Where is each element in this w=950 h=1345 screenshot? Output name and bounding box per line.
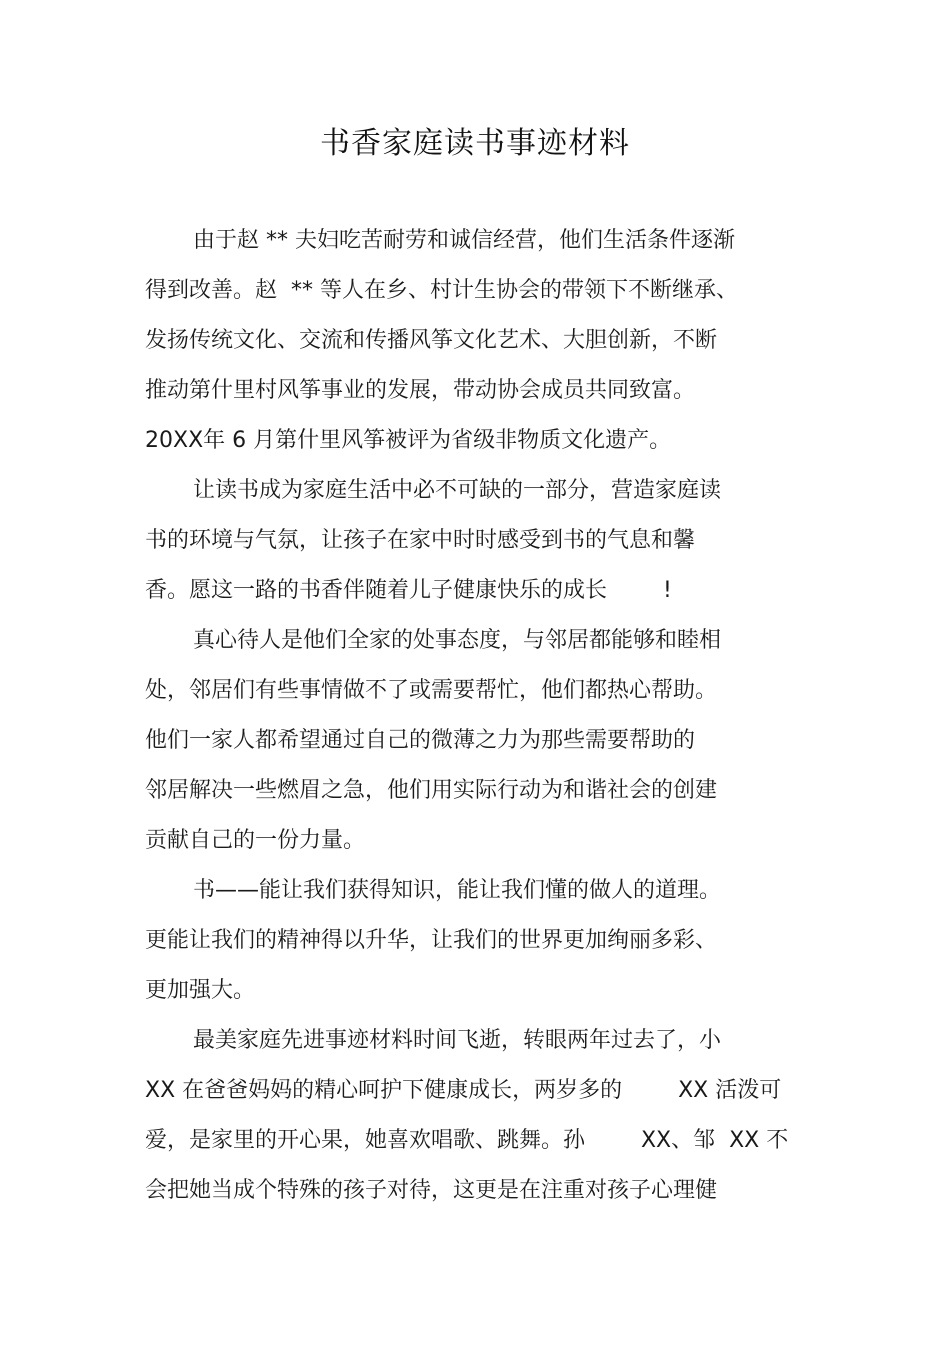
paragraph-line: 贡献自己的一份力量。 (145, 828, 366, 853)
paragraph-line: 香。愿这一路的书香伴随着儿子健康快乐的成长 ! (145, 578, 672, 603)
paragraph-line: 会把她当成个特殊的孩子对待，这更是在注重对孩子心理健 (145, 1178, 718, 1203)
paragraph-line: 书的环境与气氛，让孩子在家中时时感受到书的气息和馨 (145, 528, 696, 553)
paragraph-line: 邻居解决一些燃眉之急，他们用实际行动为和谐社会的创建 (145, 778, 718, 803)
paragraph-line: 得到改善。赵 ** 等人在乡、村计生协会的带领下不断继承、 (145, 278, 738, 303)
paragraph-line: 发扬传统文化、交流和传播风筝文化艺术、大胆创新，不断 (145, 328, 718, 353)
paragraph-line: 推动第什里村风筝事业的发展，带动协会成员共同致富。 (145, 378, 696, 403)
paragraph-line: 20XX年 6 月第什里风筝被评为省级非物质文化遗产。 (145, 428, 672, 453)
document-title: 书香家庭读书事迹材料 (320, 126, 630, 161)
paragraph-line: 由于赵 ** 夫妇吃苦耐劳和诚信经营，他们生活条件逐渐 (193, 228, 735, 253)
paragraph-line: 让读书成为家庭生活中必不可缺的一部分，营造家庭读 (193, 478, 722, 503)
paragraph-line: 最美家庭先进事迹材料时间飞逝，转眼两年过去了，小 (193, 1028, 722, 1053)
paragraph-line: 他们一家人都希望通过自己的微薄之力为那些需要帮助的 (145, 728, 696, 753)
paragraph-line: 处，邻居们有些事情做不了或需要帮忙，他们都热心帮助。 (145, 678, 718, 703)
paragraph-line: 更能让我们的精神得以升华，让我们的世界更加绚丽多彩、 (145, 928, 718, 953)
paragraph-line: 爱，是家里的开心果，她喜欢唱歌、跳舞。孙 XX、邹 XX 不 (145, 1128, 789, 1153)
paragraph-line: XX 在爸爸妈妈的精心呵护下健康成长，两岁多的 XX 活泼可 (145, 1078, 782, 1103)
paragraph-line: 书——能让我们获得知识，能让我们懂的做人的道理。 (193, 878, 722, 903)
paragraph-line: 真心待人是他们全家的处事态度，与邻居都能够和睦相 (193, 628, 722, 653)
paragraph-line: 更加强大。 (145, 978, 256, 1003)
